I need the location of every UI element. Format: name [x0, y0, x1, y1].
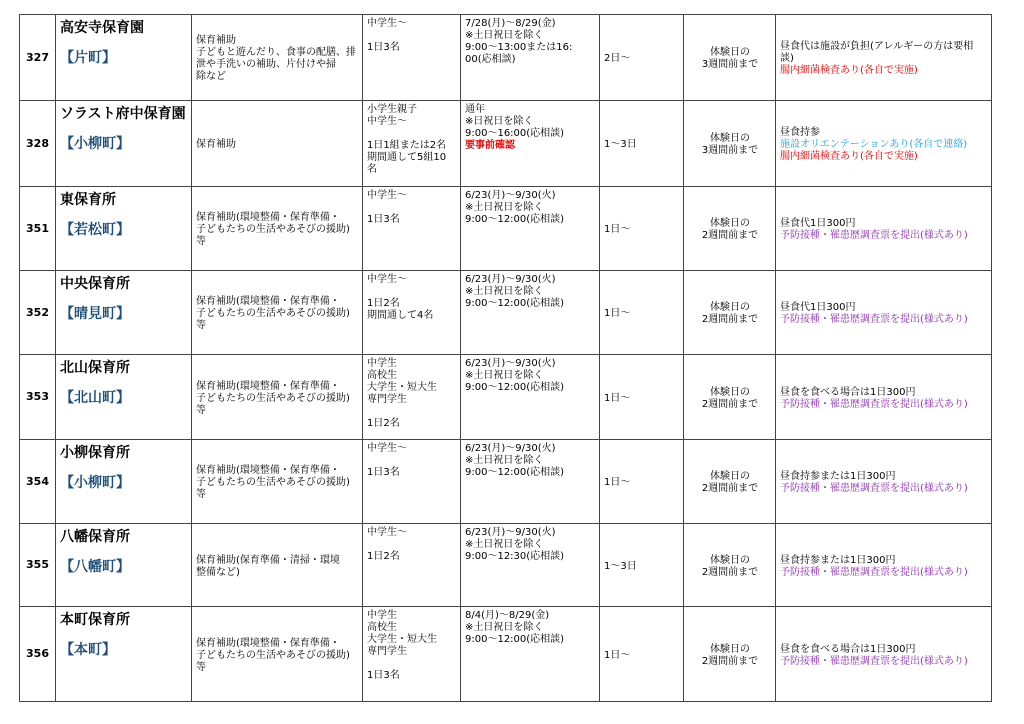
target-cell — [363, 187, 461, 271]
row-number: 355 — [20, 524, 56, 607]
cell-line: 昼食代1日300円 — [780, 302, 856, 313]
cell-line: 1日3名 — [367, 467, 400, 478]
period-cell — [461, 607, 600, 702]
blank-line — [367, 455, 457, 467]
cell-line: 1日～ — [604, 224, 631, 235]
cell-line: 大学生・短大生 — [367, 382, 437, 393]
cell-line: 体験日の — [710, 471, 750, 482]
cell-line: 中学生～ — [367, 274, 407, 285]
period-cell — [461, 524, 600, 607]
cell-line: 1日～ — [604, 308, 631, 319]
cell-line: 2週間前まで — [701, 655, 759, 667]
cell-line: 6/23(月)～9/30(火) — [465, 443, 556, 454]
cell-line: 体験日の — [710, 47, 750, 58]
facility-name: ソラスト府中保育園 — [60, 106, 186, 122]
cell-line: 9:00～13:00または16: — [465, 42, 573, 53]
cell-line: 保育補助(環境整備・保育準備・ — [196, 296, 340, 307]
work-description-cell — [192, 15, 363, 101]
facility-name: 本町保育所 — [60, 612, 130, 628]
row-number: 328 — [20, 101, 56, 187]
cell-line: ※土日祝日を除く — [465, 539, 544, 550]
cell-line: 予防接種・罹患歴調査票を提出(様式あり) — [780, 655, 968, 667]
town-name: 【小柳町】 — [60, 475, 130, 491]
town-name: 【小柳町】 — [60, 136, 130, 152]
cell-line: 子どもたちの生活やあそびの援助) — [196, 477, 350, 488]
work-description-cell — [192, 524, 363, 607]
blank-line — [367, 30, 457, 42]
period-cell — [461, 440, 600, 524]
advance-confirmation-note: 要事前確認 — [465, 140, 515, 151]
cell-line: 専門学生 — [367, 646, 407, 657]
cell-line: 7/28(月)～8/29(金) — [465, 18, 556, 29]
period-cell — [461, 101, 600, 187]
notes-cell — [776, 524, 992, 607]
town-name: 【若松町】 — [60, 222, 130, 238]
cell-line: ※土日祝日を除く — [465, 286, 544, 297]
cell-line: 9:00～12:00(応相談) — [465, 634, 565, 645]
target-cell — [363, 355, 461, 440]
deadline-cell — [684, 15, 776, 101]
cell-line: 等 — [196, 404, 206, 416]
facility-cell — [56, 15, 192, 101]
cell-line: 9:00～12:30(応相談) — [465, 551, 565, 562]
cell-line: 9:00～12:00(応相談) — [465, 467, 565, 478]
cell-line: 1～3日 — [604, 139, 637, 150]
target-cell — [363, 15, 461, 101]
cell-line: 中学生 — [367, 358, 397, 369]
cell-line: 1日～ — [604, 477, 631, 488]
cell-line: 1日2名 — [367, 551, 400, 562]
cell-line: ※土日祝日を除く — [465, 30, 544, 41]
cell-line: 昼食代1日300円 — [780, 218, 856, 229]
cell-line: 期間通して5組10 — [367, 152, 447, 163]
target-cell — [363, 524, 461, 607]
deadline-cell — [684, 187, 776, 271]
cell-line: 1日1組または2名 — [367, 140, 447, 151]
cell-line: 体験日の — [710, 386, 750, 398]
cell-line: ※土日祝日を除く — [465, 622, 544, 633]
cell-line: 予防接種・罹患歴調査票を提出(様式あり) — [780, 398, 968, 410]
table-body — [20, 15, 992, 702]
table-row — [20, 101, 992, 187]
blank-line — [367, 658, 457, 670]
town-name: 【北山町】 — [60, 390, 130, 406]
table-row — [20, 440, 992, 524]
work-description-cell — [192, 101, 363, 187]
work-description-cell — [192, 271, 363, 355]
cell-line: 3週間前まで — [701, 145, 759, 156]
work-description-cell — [192, 440, 363, 524]
cell-line: 大学生・短大生 — [367, 634, 437, 645]
cell-line: 談) — [780, 53, 794, 64]
deadline-cell — [684, 101, 776, 187]
cell-line: 00(応相談) — [465, 54, 516, 65]
facility-name: 中央保育所 — [60, 276, 130, 292]
blank-line — [367, 539, 457, 551]
days-cell — [600, 607, 684, 702]
cell-line: 中学生 — [367, 610, 397, 621]
cell-line: 予防接種・罹患歴調査票を提出(様式あり) — [780, 483, 968, 494]
cell-line: 昼食を食べる場合は1日300円 — [780, 386, 916, 398]
cell-line: 保育補助(保育準備・清掃・環境 — [196, 554, 340, 566]
cell-line: 等 — [196, 320, 206, 331]
town-name: 【片町】 — [60, 50, 116, 66]
row-number: 352 — [20, 271, 56, 355]
cell-line: 中学生～ — [367, 527, 407, 538]
period-cell — [461, 355, 600, 440]
facility-table — [19, 14, 992, 702]
cell-line: 2週間前まで — [701, 398, 759, 410]
period-cell — [461, 15, 600, 101]
cell-line: 1日3名 — [367, 670, 400, 681]
cell-line: 体験日の — [710, 302, 750, 313]
deadline-cell — [684, 607, 776, 702]
cell-line: 保育補助(環境整備・保育準備・ — [196, 465, 340, 476]
cell-line: 9:00～12:00(応相談) — [465, 382, 565, 393]
cell-line: 予防接種・罹患歴調査票を提出(様式あり) — [780, 566, 968, 578]
facility-cell — [56, 440, 192, 524]
cell-line: 中学生～ — [367, 190, 407, 201]
cell-line: 子どもたちの生活やあそびの援助) — [196, 224, 350, 235]
cell-line: 子どもたちの生活やあそびの援助) — [196, 392, 350, 404]
cell-line: 体験日の — [710, 554, 750, 566]
facility-cell — [56, 524, 192, 607]
row-number: 351 — [20, 187, 56, 271]
target-cell — [363, 440, 461, 524]
cell-line: 除など — [196, 71, 226, 82]
cell-line: 子どもたちの生活やあそびの援助) — [196, 649, 350, 661]
work-description-cell — [192, 607, 363, 702]
cell-line: 名 — [367, 164, 377, 175]
target-cell — [363, 101, 461, 187]
cell-line: 子どもたちの生活やあそびの援助) — [196, 308, 350, 319]
row-number: 356 — [20, 607, 56, 702]
blank-line — [367, 286, 457, 298]
days-cell — [600, 101, 684, 187]
facility-name: 北山保育所 — [60, 360, 130, 376]
cell-line: 2日～ — [604, 53, 631, 64]
facility-name: 八幡保育所 — [60, 529, 130, 545]
cell-line: 1日2名 — [367, 298, 400, 309]
cell-line: 泄や手洗いの補助、片付けや掃 — [196, 59, 336, 70]
table-row — [20, 271, 992, 355]
deadline-cell — [684, 271, 776, 355]
period-cell — [461, 187, 600, 271]
facility-cell — [56, 101, 192, 187]
cell-line: 9:00～16:00(応相談) — [465, 128, 565, 139]
cell-line: 体験日の — [710, 643, 750, 655]
cell-line: 高校生 — [367, 622, 397, 633]
notes-cell — [776, 355, 992, 440]
cell-line: ※土日祝日を除く — [465, 455, 544, 466]
cell-line: 昼食持参 — [780, 127, 820, 138]
notes-cell — [776, 440, 992, 524]
cell-line: 専門学生 — [367, 394, 407, 405]
cell-line: 等 — [196, 236, 206, 247]
row-number: 353 — [20, 355, 56, 440]
cell-line: 1日～ — [604, 649, 631, 661]
work-description-cell — [192, 187, 363, 271]
days-cell — [600, 524, 684, 607]
cell-line: 2週間前まで — [701, 483, 759, 494]
target-cell — [363, 271, 461, 355]
cell-line: 期間通して4名 — [367, 310, 434, 321]
cell-line: 体験日の — [710, 218, 750, 229]
row-number: 354 — [20, 440, 56, 524]
town-name: 【八幡町】 — [60, 559, 130, 575]
table-row — [20, 187, 992, 271]
facility-name: 高安寺保育園 — [60, 20, 144, 36]
days-cell — [600, 15, 684, 101]
cell-line: ※土日祝日を除く — [465, 202, 544, 213]
deadline-cell — [684, 524, 776, 607]
cell-line: 高校生 — [367, 370, 397, 381]
facility-name: 東保育所 — [60, 192, 116, 208]
cell-line: 整備など) — [196, 566, 240, 578]
table-row — [20, 15, 992, 101]
cell-line: 6/23(月)～9/30(火) — [465, 358, 556, 369]
cell-line: 保育補助(環境整備・保育準備・ — [196, 637, 340, 649]
notes-cell — [776, 271, 992, 355]
cell-line: ※日祝日を除く — [465, 116, 534, 127]
cell-line: 等 — [196, 661, 206, 673]
cell-line: 昼食持参または1日300円 — [780, 471, 896, 482]
notes-cell — [776, 607, 992, 702]
blank-line — [367, 202, 457, 214]
cell-line: 6/23(月)～9/30(火) — [465, 527, 556, 538]
cell-line: 予防接種・罹患歴調査票を提出(様式あり) — [780, 314, 968, 325]
cell-line: 8/4(月)～8/29(金) — [465, 610, 550, 621]
cell-line: 昼食代は施設が負担(アレルギーの方は要相 — [780, 41, 974, 52]
facility-cell — [56, 607, 192, 702]
cell-line: 2週間前まで — [701, 566, 759, 578]
facility-cell — [56, 187, 192, 271]
cell-line: 1日～ — [604, 392, 631, 404]
table-row — [20, 607, 992, 702]
cell-line: 腸内細菌検査あり(各自で実施) — [780, 65, 918, 76]
cell-line: 子どもと遊んだり、食事の配膳、排 — [196, 47, 356, 58]
days-cell — [600, 355, 684, 440]
work-description-cell — [192, 355, 363, 440]
cell-line: 保育補助(環境整備・保育準備・ — [196, 380, 340, 392]
cell-line: 1日2名 — [367, 418, 400, 429]
cell-line: 中学生～ — [367, 443, 407, 454]
target-cell — [363, 607, 461, 702]
cell-line: 予防接種・罹患歴調査票を提出(様式あり) — [780, 230, 968, 241]
cell-line: 中学生～ — [367, 116, 407, 127]
blank-line — [367, 406, 457, 418]
cell-line: 等 — [196, 489, 206, 500]
days-cell — [600, 440, 684, 524]
notes-cell — [776, 101, 992, 187]
cell-line: 腸内細菌検査あり(各自で実施) — [780, 151, 918, 162]
cell-line: ※土日祝日を除く — [465, 370, 544, 381]
notes-cell — [776, 187, 992, 271]
town-name: 【本町】 — [60, 642, 116, 658]
row-number: 327 — [20, 15, 56, 101]
blank-line — [367, 128, 457, 140]
days-cell — [600, 271, 684, 355]
cell-line: 昼食持参または1日300円 — [780, 554, 896, 566]
deadline-cell — [684, 355, 776, 440]
facility-name: 小柳保育所 — [60, 445, 130, 461]
table-row — [20, 355, 992, 440]
cell-line: 2週間前まで — [701, 230, 759, 241]
cell-line: 保育補助 — [196, 139, 236, 150]
facility-cell — [56, 271, 192, 355]
table-row — [20, 524, 992, 607]
cell-line: 小学生親子 — [367, 104, 417, 115]
deadline-cell — [684, 440, 776, 524]
cell-line: 3週間前まで — [701, 59, 759, 70]
cell-line: 6/23(月)～9/30(火) — [465, 274, 556, 285]
cell-line: 1日3名 — [367, 214, 400, 225]
cell-line: 1～3日 — [604, 560, 637, 572]
cell-line: 1日3名 — [367, 42, 400, 53]
days-cell — [600, 187, 684, 271]
cell-line: 9:00～12:00(応相談) — [465, 298, 565, 309]
cell-line: 昼食を食べる場合は1日300円 — [780, 643, 916, 655]
cell-line: 2週間前まで — [701, 314, 759, 325]
notes-cell — [776, 15, 992, 101]
cell-line: 9:00～12:00(応相談) — [465, 214, 565, 225]
cell-line: 保育補助(環境整備・保育準備・ — [196, 212, 340, 223]
facility-cell — [56, 355, 192, 440]
cell-line: 通年 — [465, 104, 485, 115]
cell-line: 中学生～ — [367, 18, 407, 29]
cell-line: 施設オリエンテーションあり(各自で連絡) — [780, 139, 968, 150]
town-name: 【晴見町】 — [60, 306, 130, 322]
cell-line: 体験日の — [710, 133, 750, 144]
cell-line: 6/23(月)～9/30(火) — [465, 190, 556, 201]
cell-line: 保育補助 — [196, 35, 236, 46]
period-cell — [461, 271, 600, 355]
